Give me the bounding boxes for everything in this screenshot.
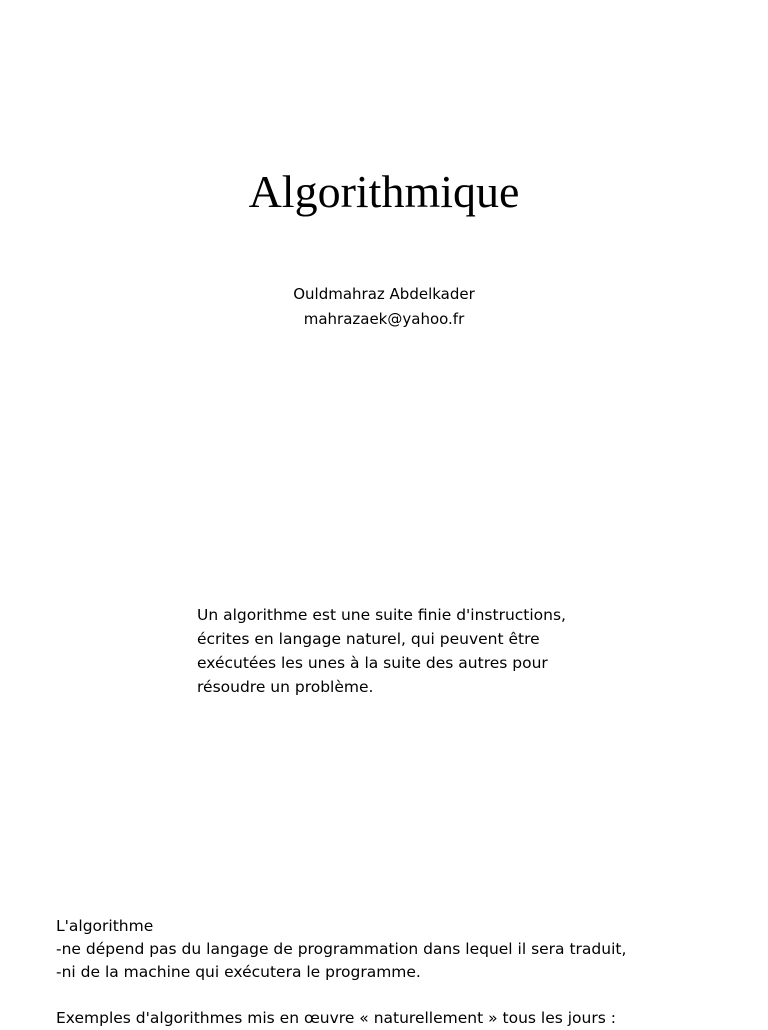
definition-paragraph (197, 603, 597, 699)
page-title: Algorithmique (248, 166, 520, 217)
examples-heading: Exemples d'algorithmes mis en œuvre « naturellement » tous les jours : (56, 1009, 616, 1027)
notes-line: -ni de la machine qui exécutera le programme. (56, 963, 421, 981)
author-block (0, 282, 768, 332)
author-name: Ouldmahraz Abdelkader (293, 285, 475, 303)
definition-line: exécutées les unes à la suite des autres pour (197, 654, 548, 672)
paragraph-spacer (56, 984, 756, 1007)
definition-line: écrites en langage naturel, qui peuvent être (197, 630, 540, 648)
definition-line: Un algorithme est une suite finie d'instructions, (197, 606, 566, 624)
author-email: mahrazaek@yahoo.fr (303, 310, 465, 328)
definition-line: résoudre un problème. (197, 678, 374, 696)
notes-section (56, 915, 756, 1030)
notes-line: -ne dépend pas du langage de programmation dans lequel il sera traduit, (56, 940, 627, 958)
notes-heading: L'algorithme (56, 917, 154, 935)
